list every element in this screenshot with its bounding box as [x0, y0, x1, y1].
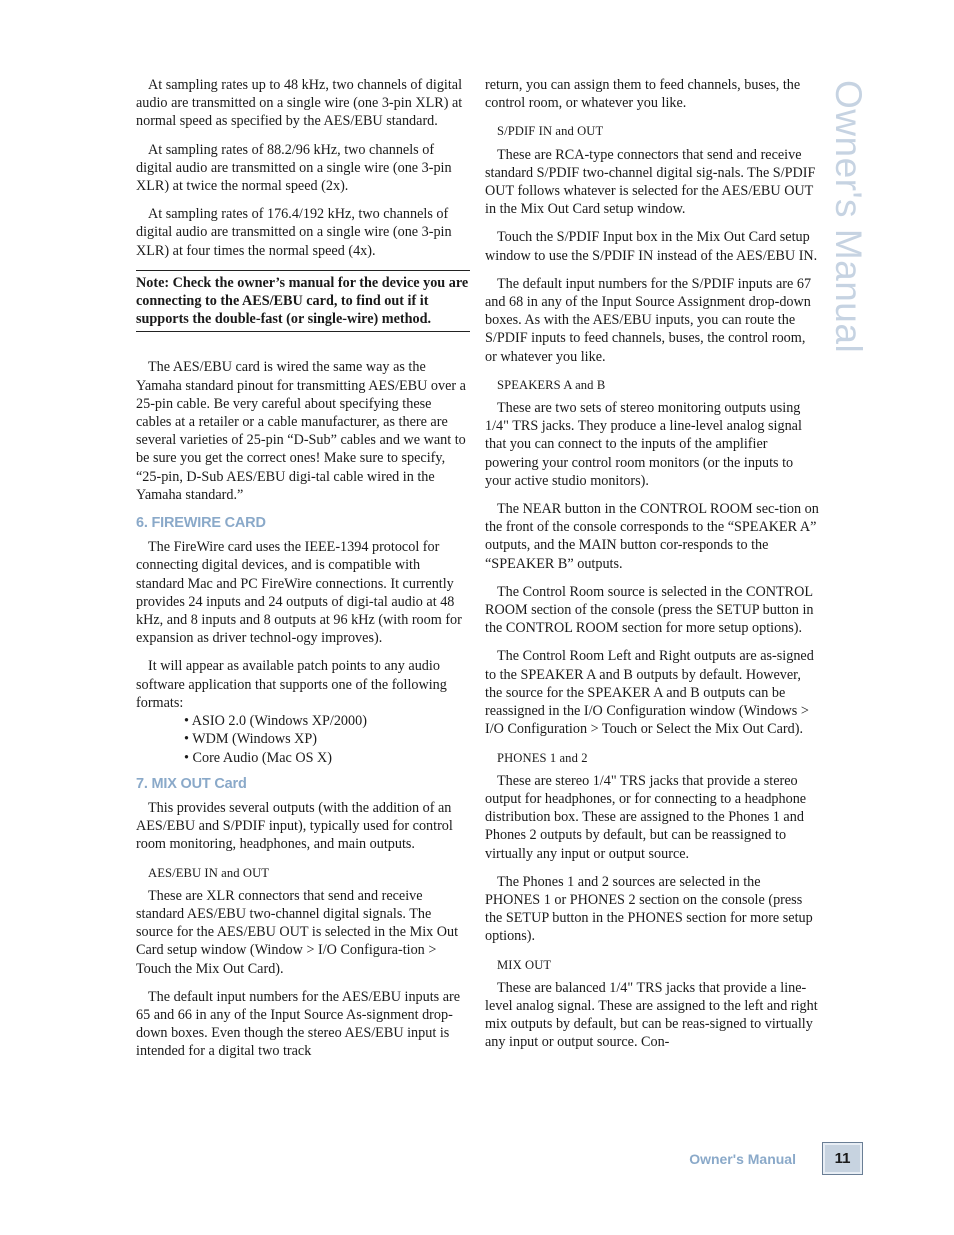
- paragraph: return, you can assign them to feed channels, buses, the control room, or whatever you like.: [485, 77, 801, 112]
- list-item: • Core Audio (Mac OS X): [184, 749, 333, 766]
- subheading-aes-ebu: AES/EBU IN and OUT: [148, 865, 270, 880]
- paragraph: These are RCA-type connectors that send and receive standard S/PDIF two-channel digital sig-nals. The S/PDIF OUT follows whatever is selected for the AES/EBU OUT in the Mix Out Card setup window.: [485, 146, 816, 218]
- paragraph: The NEAR button in the CONTROL ROOM sec-tion on the front of the console corresponds to the “SPEAKER A” outputs, and the MAIN button cor-responds to the “SPEAKER B” outputs.: [485, 501, 819, 572]
- paragraph: This provides several outputs (with the addition of an AES/EBU and S/PDIF input), typically used for control room monitoring, headphones, and main outputs.: [136, 799, 453, 853]
- paragraph: The Control Room Left and Right outputs are as-signed to the SPEAKER A and B outputs by default. However, the source for the SPEAKER A and B outputs can be reassigned in the I/O Configuration window (Windows > I/O Configuration > Touch or Select the Mix Out Card).: [485, 648, 814, 738]
- page-number: 11: [822, 1142, 863, 1175]
- note-box: Note: Check the owner’s manual for the device you are connecting to the AES/EBU card, to find out if it supports the double-fast (or single-wire) method.: [136, 270, 470, 333]
- list-item: • ASIO 2.0 (Windows XP/2000): [184, 713, 367, 730]
- paragraph: At sampling rates of 88.2/96 kHz, two channels of digital audio are transmitted on a single wire (one 3-pin XLR) at twice the normal speed (2x).: [136, 141, 452, 195]
- paragraph: The Phones 1 and 2 sources are selected in the PHONES 1 or PHONES 2 section on the console (press the SETUP button in the PHONES section for more setup options).: [485, 873, 813, 945]
- section-heading-firewire: 6. FIREWIRE CARD: [136, 515, 266, 532]
- paragraph: The default input numbers for the AES/EBU inputs are 65 and 66 in any of the Input Source As-signment drop-down boxes. Even though the stereo AES/EBU input is intended for a digital two track: [136, 988, 461, 1060]
- left-column: [136, 76, 470, 1071]
- paragraph: The FireWire card uses the IEEE-1394 protocol for connecting digital devices, and is compatible with standard Mac and PC FireWire connections. It currently provides 24 inputs and 24 outputs of digi-tal audio at 48 kHz, and 8 inputs and 8 outputs at 96 kHz (with room for expansion as driver technol-ogy improves).: [136, 539, 462, 647]
- paragraph: The default input numbers for the S/PDIF inputs are 67 and 68 in any of the Input Source Assignment drop-down boxes. As with the AES/EBU inputs, you can route the S/PDIF inputs to feed channels, buses, the control room, or whatever you like.: [485, 275, 812, 365]
- paragraph: At sampling rates of 176.4/192 kHz, two channels of digital audio are transmitted on a single wire (one 3-pin XLR) at four times the normal speed (4x).: [136, 206, 452, 259]
- paragraph: These are balanced 1/4" TRS jacks that provide a line-level analog signal. These are assigned to the left and right mix outputs by default, but can be reas-signed to virtually any input or output source. Con-: [485, 979, 818, 1051]
- paragraph: Touch the S/PDIF Input box in the Mix Out Card setup window to use the S/PDIF IN instead of the AES/EBU IN.: [485, 229, 818, 264]
- paragraph: These are XLR connectors that send and receive standard AES/EBU two-channel digital signals. The source for the AES/EBU OUT is selected in the Mix Out Card setup window (Window > I/O Configura-tion > Touch the Mix Out Card).: [136, 887, 459, 977]
- paragraph: The Control Room source is selected in the CONTROL ROOM section of the console (press the SETUP button in the CONTROL ROOM section for more setup options).: [485, 583, 814, 637]
- subheading-mix-out: MIX OUT: [497, 957, 552, 972]
- subheading-spdif: S/PDIF IN and OUT: [497, 124, 604, 139]
- section-heading-mix-out: 7. MIX OUT Card: [136, 775, 247, 792]
- sidebar-title: Owner's Manual: [828, 80, 869, 354]
- paragraph: It will appear as available patch points to any audio software application that supports one of the following formats:: [136, 658, 447, 711]
- paragraph: At sampling rates up to 48 kHz, two channels of digital audio are transmitted on a single wire (one 3-pin XLR) at normal speed as specified by the AES/EBU standard.: [136, 77, 463, 130]
- right-column: [485, 76, 819, 1062]
- paragraph: These are stereo 1/4" TRS jacks that provide a stereo output for headphones, or for connecting to a headphone distribution box. These are assigned to the Phones 1 and Phones 2 outputs by default, but can be reassigned to virtually any input or output source.: [485, 772, 807, 862]
- list-item: • WDM (Windows XP): [184, 731, 318, 748]
- subheading-speakers: SPEAKERS A and B: [497, 377, 606, 392]
- paragraph: The AES/EBU card is wired the same way as the Yamaha standard pinout for transmitting AES/EBU over a 25-pin cable. Be very careful about specifying these cables at a retailer or a cable manufacturer, as there are several varieties of 25-pin “D-Sub” cables and we want to be sure you get the correct ones! Make sure to specify, “25-pin, D-Sub AES/EBU digi-tal cable wired in the Yamaha standard.”: [136, 359, 466, 503]
- footer-label: Owner's Manual: [689, 1151, 796, 1167]
- formats-list: [184, 712, 470, 767]
- subheading-phones: PHONES 1 and 2: [497, 750, 588, 765]
- paragraph: These are two sets of stereo monitoring outputs using 1/4" TRS jacks. They produce a line-level analog signal that you can connect to the inputs of the amplifier powering your control room monitors (or the inputs to your active studio monitors).: [485, 400, 802, 489]
